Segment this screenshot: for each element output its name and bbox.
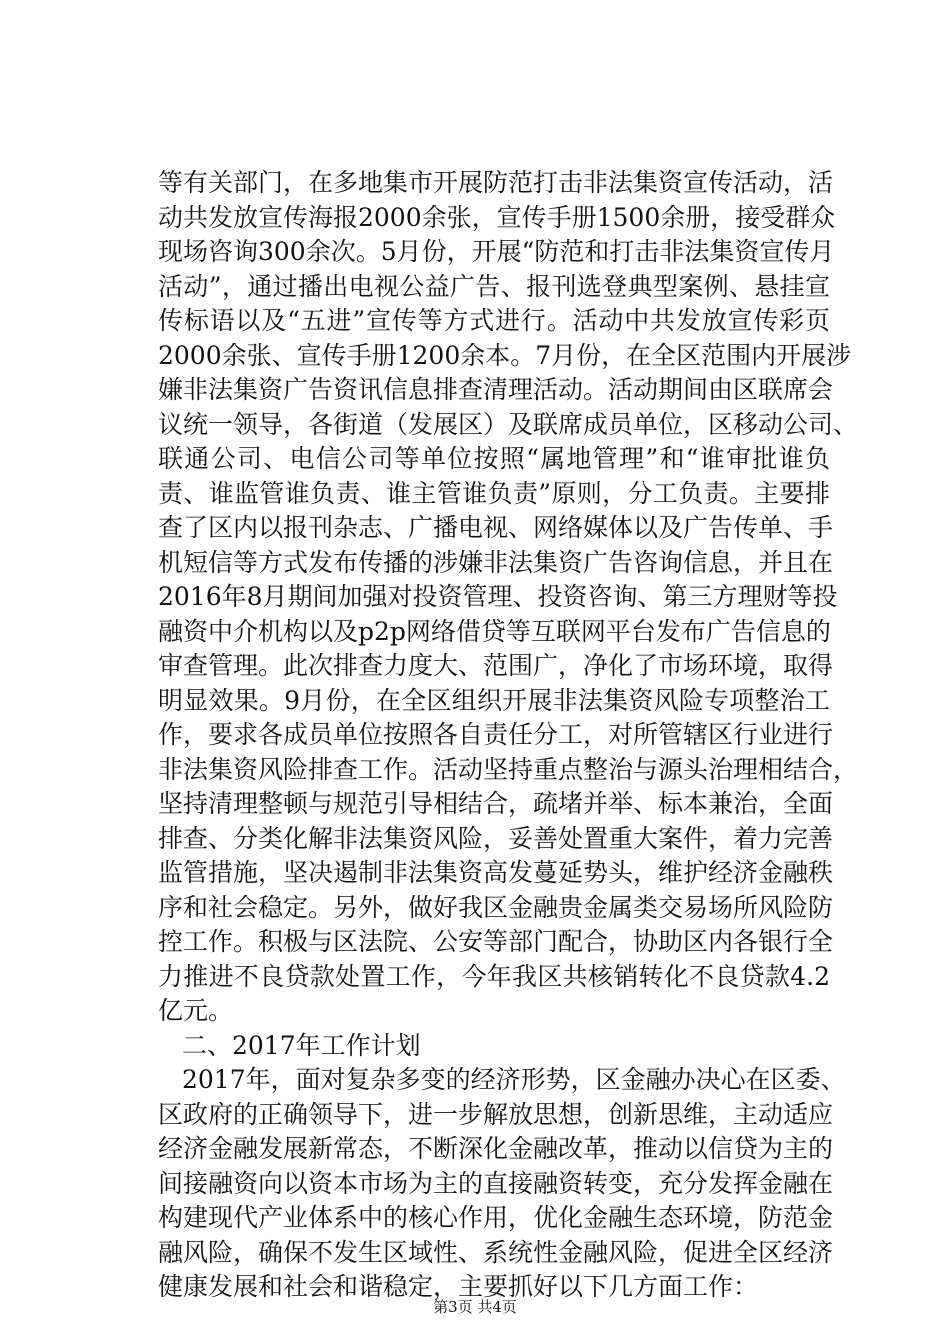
body-line: 活动”，通过播出电视公益广告、报刊选登典型案例、悬挂宣 <box>158 271 830 301</box>
body-line: 联通公司、电信公司等单位按照“属地管理”和“谁审批谁负 <box>158 444 830 473</box>
body-line: 审查管理。此次排查力度大、范围广，净化了市场环境，取得 <box>158 651 834 680</box>
body-line: 嫌非法集资广告资讯信息排查清理活动。活动期间由区联席会 <box>158 375 834 404</box>
body-line: 责、谁监管谁负责、谁主管谁负责”原则，分工负责。主要排 <box>158 478 830 508</box>
plan-line-end: 健康发展和社会和谐稳定，主要抓好以下几方面工作： <box>158 1272 759 1301</box>
plan-line: 2017年，面对复杂多变的经济形势，区金融办决心在区委、 <box>182 1065 846 1094</box>
page-footer <box>0 1297 950 1317</box>
document-body <box>158 166 859 1305</box>
plan-line: 融风险，确保不发生区域性、系统性金融风险，促进全区经济 <box>158 1237 834 1267</box>
body-line: 现场咨询300余次。5月份，开展“防范和打击非法集资宣传月 <box>158 237 835 266</box>
body-line: 排查、分类化解非法集资风险，妥善处置重大案件，着力完善 <box>158 823 834 853</box>
body-line-end: 亿元。 <box>158 996 234 1025</box>
body-line: 融资中介机构以及p2p网络借贷等互联网平台发布广告信息的 <box>158 616 831 646</box>
body-line: 控工作。积极与区法院、公安等部门配合，协助区内各银行全 <box>158 927 834 956</box>
body-line: 议统一领导，各街道（发展区）及联席成员单位，区移动公司、 <box>158 409 859 439</box>
body-line: 非法集资风险排查工作。活动坚持重点整治与源头治理相结合， <box>158 754 859 784</box>
body-line: 明显效果。9月份，在全区组织开展非法集资风险专项整治工 <box>158 685 830 715</box>
body-line: 机短信等方式发布传播的涉嫌非法集资广告咨询信息，并且在 <box>158 547 834 577</box>
page-number: 第3页 共4页 <box>433 1298 517 1316</box>
plan-line: 间接融资向以资本市场为主的直接融资转变，充分发挥金融在 <box>158 1168 834 1198</box>
body-line: 力推进不良贷款处置工作，今年我区共核销转化不良贷款4.2 <box>158 961 830 991</box>
body-line: 动共发放宣传海报2000余张，宣传手册1500余册，接受群众 <box>158 202 836 232</box>
plan-line: 经济金融发展新常态，不断深化金融改革，推动以信贷为主的 <box>158 1134 834 1163</box>
body-line: 序和社会稳定。另外，做好我区金融贵金属类交易场所风险防 <box>158 892 834 922</box>
body-line: 2016年8月期间加强对投资管理、投资咨询、第三方理财等投 <box>158 582 838 611</box>
body-line: 监管措施，坚决遏制非法集资高发蔓延势头，维护经济金融秩 <box>158 858 834 887</box>
body-line: 作，要求各成员单位按照各自责任分工，对所管辖区行业进行 <box>158 720 834 749</box>
section-heading: 二、2017年工作计划 <box>182 1030 421 1060</box>
body-line: 2000余张、宣传手册1200余本。7月份，在全区范围内开展涉 <box>158 340 852 370</box>
body-line: 坚持清理整顿与规范引导相结合，疏堵并举、标本兼治，全面 <box>158 789 834 818</box>
body-line: 等有关部门，在多地集市开展防范打击非法集资宣传活动，活 <box>158 168 834 197</box>
plan-line: 区政府的正确领导下，进一步解放思想，创新思维，主动适应 <box>158 1099 834 1129</box>
body-line: 查了区内以报刊杂志、广播电视、网络媒体以及广告传单、手 <box>158 513 834 542</box>
plan-line: 构建现代产业体系中的核心作用，优化金融生态环境，防范金 <box>158 1203 834 1232</box>
body-line: 传标语以及“五进”宣传等方式进行。活动中共发放宣传彩页 <box>158 306 830 335</box>
